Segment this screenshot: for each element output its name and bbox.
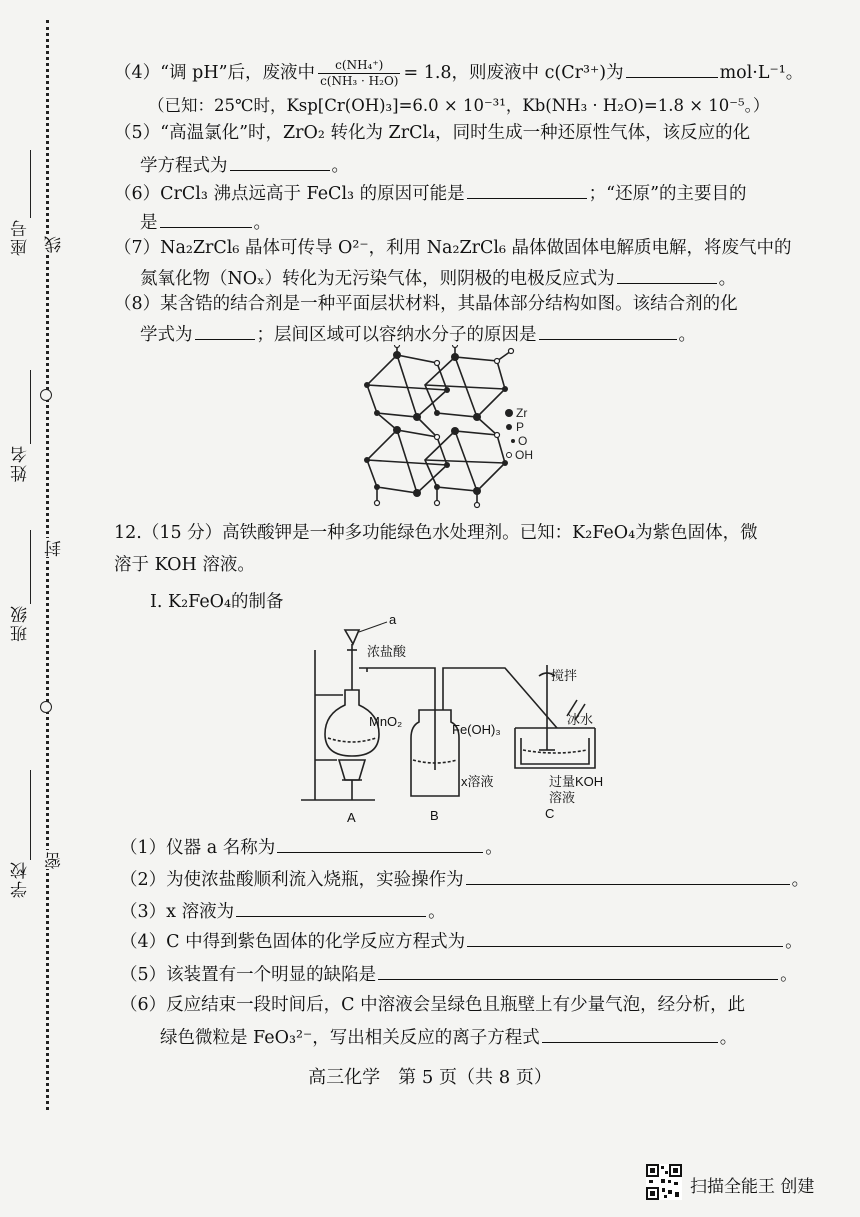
q12-sub6-blank[interactable] xyxy=(542,1024,718,1043)
apparatus-feoh3: Fe(OH)₃ xyxy=(452,722,501,737)
binding-circle xyxy=(40,701,52,713)
q12-sub2 xyxy=(120,866,809,892)
q8-line2-pre: 学式为 xyxy=(140,325,193,345)
q12-sub5-post: 。 xyxy=(780,965,798,985)
q12-sub5-pre: （5）该装置有一个明显的缺陷是 xyxy=(120,965,377,985)
q4-frac-den: c(NH₃ · H₂O) xyxy=(320,74,399,88)
q6-line2 xyxy=(140,209,271,235)
apparatus-ice-water: 冰水 xyxy=(567,712,594,727)
q7-line1: （7）Na₂ZrCl₆ 晶体可传导 O²⁻，利用 Na₂ZrCl₆ 晶体做固体电解质电解，将废气中的 xyxy=(114,238,792,258)
q12-sub6-line2-post: 。 xyxy=(719,1028,738,1048)
q4-note: （已知：25℃时，Ksp[Cr(OH)₃]=6.0 × 10⁻³¹，Kb(NH₃ · H₂O)=1.8 × 10⁻⁵。） xyxy=(148,96,770,115)
legend-o: O xyxy=(518,434,528,448)
seal-line-char: 线 xyxy=(42,234,67,253)
q4-mid: = 1.8，则废液中 c(Cr³⁺)为 xyxy=(403,63,624,83)
q6-line2-pre: 是 xyxy=(140,213,158,233)
q12-sub1-pre: （1）仪器 a 名称为 xyxy=(120,838,276,858)
binding-dotted-line xyxy=(46,20,49,1110)
q5-line2-pre: 学方程式为 xyxy=(140,156,228,176)
q12-sub4-pre: （4）C 中得到紫色固体的化学反应方程式为 xyxy=(120,932,466,952)
q12-section-title: Ⅰ. K₂FeO₄的制备 xyxy=(150,592,284,612)
q8-line1: （8）某含锆的结合剂是一种平面层状材料，其晶体部分结构如图。该结合剂的化 xyxy=(114,294,738,314)
q12-sub6-line2-pre: 绿色微粒是 FeO₃²⁻，写出相关反应的离子方程式 xyxy=(160,1028,540,1048)
q4-fraction xyxy=(318,58,400,89)
legend-zr: Zr xyxy=(516,406,528,420)
q12-sub3-post: 。 xyxy=(428,902,446,922)
q4-unit: mol·L⁻¹。 xyxy=(719,63,804,83)
q5-line2 xyxy=(140,152,349,178)
q5-line1: （5）“高温氯化”时，ZrO₂ 转化为 ZrCl₄，同时生成一种还原性气体，该反应的化 xyxy=(114,123,751,143)
school-label: 学校 xyxy=(11,860,31,898)
q12-sub4 xyxy=(120,928,803,954)
seat-blank xyxy=(30,150,31,218)
seal-secret-char: 密 xyxy=(42,850,67,869)
q12-intro-line1: 12.（15 分）高铁酸钾是一种多功能绿色水处理剂。已知：K₂FeO₄为紫色固体，微 xyxy=(114,523,758,543)
apparatus-stir: 搅拌 xyxy=(551,668,578,683)
seat-label: 座号 xyxy=(11,218,31,256)
q4-answer-blank[interactable] xyxy=(626,59,718,78)
q6-line1-mid: ；“还原”的主要目的 xyxy=(588,184,747,204)
q8-line2-mid: ；层间区域可以容纳水分子的原因是 xyxy=(256,325,537,345)
qr-code-icon xyxy=(646,1164,682,1200)
q6-line1 xyxy=(114,180,747,206)
q12-sub6-line2 xyxy=(160,1024,737,1050)
q12-sub2-blank[interactable] xyxy=(466,866,790,885)
q4-frac-num: c(NH₄⁺) xyxy=(318,58,400,74)
q12-sub4-post: 。 xyxy=(785,932,803,952)
q12-sub3 xyxy=(120,898,446,924)
q6-answer-blank-1[interactable] xyxy=(467,180,587,199)
apparatus-label-B: B xyxy=(430,808,439,823)
apparatus-label-A: A xyxy=(347,810,356,825)
q12-intro-line2: 溶于 KOH 溶液。 xyxy=(114,555,255,575)
q6-answer-blank-2[interactable] xyxy=(160,209,252,228)
apparatus-mno2: MnO₂ xyxy=(369,714,403,729)
q6-line1-pre: （6）CrCl₃ 沸点远高于 FeCl₃ 的原因可能是 xyxy=(114,184,465,204)
legend-oh: OH xyxy=(515,448,533,462)
q12-sub3-pre: （3）x 溶液为 xyxy=(120,902,235,922)
name-blank xyxy=(30,370,31,444)
q8-line2 xyxy=(140,321,696,347)
q4-line xyxy=(114,58,803,89)
q12-sub6-line1: （6）反应结束一段时间后，C 中溶液会呈绿色且瓶壁上有少量气泡，经分析，此 xyxy=(120,995,746,1015)
q5-answer-blank[interactable] xyxy=(230,152,330,171)
apparatus-label-C: C xyxy=(545,806,555,821)
q7-line2-post: 。 xyxy=(718,269,737,289)
q4-prefix: （4）“调 pH”后，废液中 xyxy=(114,63,316,83)
zr-layer-structure-figure xyxy=(355,345,575,510)
q8-answer-blank-2[interactable] xyxy=(539,321,677,340)
binding-circle xyxy=(40,389,52,401)
page-footer: 高三化学 第 5 页（共 8 页） xyxy=(308,1067,552,1088)
q12-sub1-post: 。 xyxy=(485,838,503,858)
k2feo4-apparatus-diagram xyxy=(295,610,615,825)
apparatus-koh-line1: 过量KOH xyxy=(549,774,604,789)
q12-sub5 xyxy=(120,961,798,987)
q12-sub5-blank[interactable] xyxy=(378,961,778,980)
q12-sub1 xyxy=(120,834,503,860)
legend-p: P xyxy=(516,420,525,434)
q8-answer-blank-1[interactable] xyxy=(195,321,255,340)
q12-sub1-blank[interactable] xyxy=(277,834,483,853)
q12-sub3-blank[interactable] xyxy=(236,898,426,917)
apparatus-label-a: a xyxy=(389,612,397,627)
scanner-watermark-text: 扫描全能王 创建 xyxy=(690,1177,815,1197)
apparatus-koh-line2: 溶液 xyxy=(549,790,576,805)
seal-seal-char: 封 xyxy=(42,538,67,557)
q7-answer-blank[interactable] xyxy=(617,265,717,284)
q6-line2-post: 。 xyxy=(253,213,271,233)
school-blank xyxy=(30,770,31,860)
q7-line2-pre: 氮氧化物（NOₓ）转化为无污染气体，则阴极的电极反应式为 xyxy=(140,269,615,289)
apparatus-x-solution: x溶液 xyxy=(461,774,494,789)
q12-sub2-post: 。 xyxy=(791,870,810,890)
apparatus-conc-hcl: 浓盐酸 xyxy=(367,644,407,659)
q12-sub4-blank[interactable] xyxy=(467,928,783,947)
name-label: 姓名 xyxy=(11,444,31,482)
class-label: 班级 xyxy=(11,604,31,642)
q7-line2 xyxy=(140,265,736,291)
class-blank xyxy=(30,530,31,604)
q12-sub2-pre: （2）为使浓盐酸顺利流入烧瓶，实验操作为 xyxy=(120,870,464,890)
q8-line2-post: 。 xyxy=(678,325,696,345)
q5-line2-post: 。 xyxy=(331,156,349,176)
